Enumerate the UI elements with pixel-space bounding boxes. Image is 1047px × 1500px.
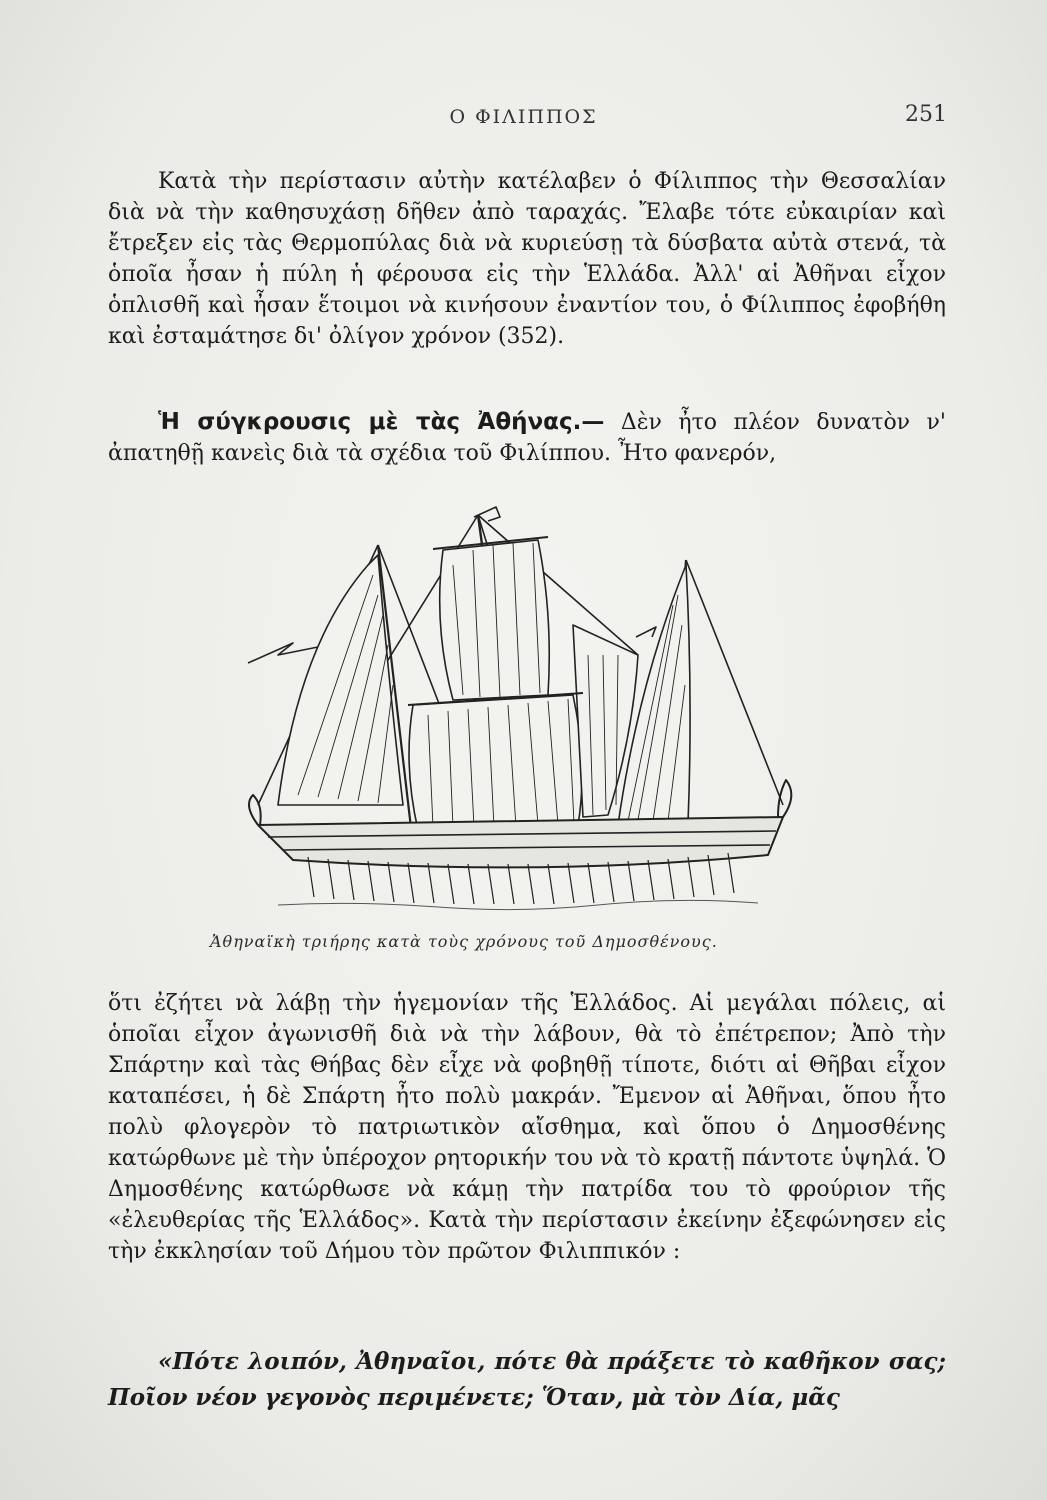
- running-title: Ο ΦΙΛΙΠΠΟΣ: [449, 106, 598, 128]
- philippic-quotation: «Πότε λοιπόν, Ἀθηναῖοι, πότε θὰ πράξετε τὸ καθῆκον σας; Ποῖον νέον γεγονὸς περιμένετε; Ὅταν, μὰ τὸν Δία, μᾶς: [108, 1348, 946, 1411]
- paragraph-hegemony: ὅτι ἐζήτει νὰ λάβῃ τὴν ἡγεμονίαν τῆς Ἑλλάδος. Αἱ μεγάλαι πόλεις, αἱ ὁποῖαι εἶχον ἀγωνισθῆ διὰ νὰ τὴν λάβουν, θὰ τὸ ἐπέτρεπον; Ἀπὸ τὴν Σπάρτην καὶ τὰς Θήβας δὲν εἶχε νὰ φοβηθῇ τίποτε, διότι αἱ Θῆβαι εἶχον καταπέσει, ἡ δὲ Σπάρτη ἦτο πολὺ μακράν. Ἔμενον αἱ Ἀθῆναι, ὅπου ἦτο πολὺ φλογερὸν τὸ πατριωτικὸν αἴσθημα, καὶ ὅπου ὁ Δημοσθένης κατώρθωνε μὲ τὴν ὑπέροχον ρητορικήν του νὰ τὸ κρατῇ πάντοτε ὑψηλά. Ὁ Δημοσθένης κατώρθωσε νὰ κάμῃ τὴν πατρίδα του τὸ φρούριον τῆς «ἐλευθερίας τῆς Ἑλλάδος». Κατὰ τὴν περίστασιν ἐκείνην ἐξεφώνησεν εἰς τὴν ἐκκλησίαν τοῦ Δήμου τὸν πρῶτον Φιλιππικόν :: [108, 991, 946, 1264]
- page-number: 251: [905, 102, 947, 127]
- section-heading: Ἡ σύγκρουσις μὲ τὰς Ἀθήνας.—: [158, 409, 605, 435]
- paragraph-thessaly: Κατὰ τὴν περίστασιν αὐτὴν κατέλαβεν ὁ Φίλιππος τὴν Θεσσαλίαν διὰ νὰ τὴν καθησυχάσῃ δῆθεν ἀπὸ ταραχάς. Ἔλαβε τότε εὐκαιρίαν καὶ ἔτρεξεν εἰς τὰς Θερμοπύλας διὰ νὰ κυριεύσῃ τὰ δύσβατα αὐτὰ στενά, τὰ ὁποῖα ἦσαν ἡ πύλη ἡ φέρουσα εἰς τὴν Ἑλλάδα. Ἀλλ' αἱ Ἀθῆναι εἶχον ὁπλισθῆ καὶ ἦσαν ἕτοιμοι νὰ κινήσουν ἐναντίον του, ὁ Φίλιππος ἐφοβήθη καὶ ἐσταμάτησε δι' ὀλίγον χρόνον (352).: [108, 169, 946, 349]
- figure-caption: Ἀθηναϊκὴ τριήρης κατὰ τοὺς χρόνους τοῦ Δημοσθένους.: [210, 932, 718, 951]
- paragraph-conflict-with-athens: [108, 407, 946, 469]
- paragraph-conflict-text: Δὲν ἦτο πλέον δυνατὸν ν' ἀπατηθῇ κανεὶς διὰ τὰ σχέδια τοῦ Φιλίππου. Ἦτο φανερόν,: [108, 410, 946, 466]
- trireme-illustration: [238, 505, 798, 915]
